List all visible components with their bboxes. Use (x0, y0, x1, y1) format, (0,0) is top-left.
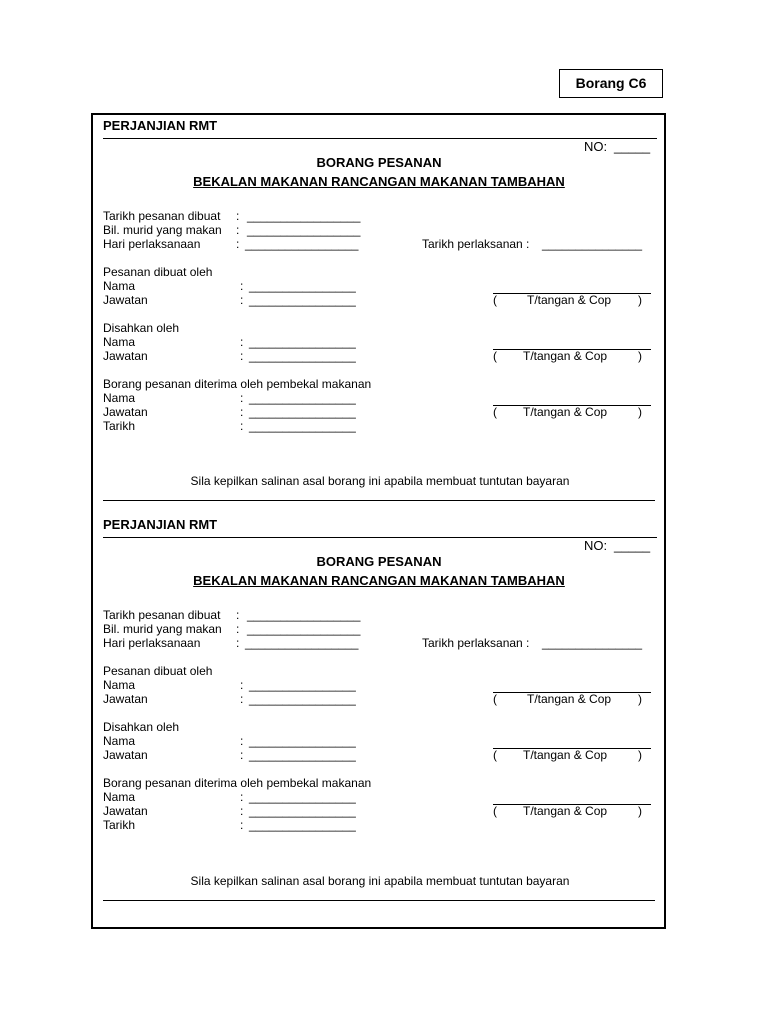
approved-heading: Disahkan oleh (103, 321, 180, 335)
date-label: Tarikh (103, 419, 136, 433)
colon: : (236, 209, 240, 223)
order-form-section-2 (0, 399, 768, 888)
no-label: NO: (584, 538, 608, 553)
colon: : (240, 405, 244, 419)
name-label: Nama (103, 335, 136, 349)
position-field[interactable]: ________________ (249, 804, 356, 818)
approved-heading: Disahkan oleh (103, 720, 180, 734)
colon: : (240, 804, 244, 818)
footer-note: Sila kepilkan salinan asal borang ini apabila membuat tuntutan bayaran (190, 474, 570, 488)
agreement-heading: PERJANJIAN RMT (103, 118, 218, 133)
signature-label: T/tangan & Cop (523, 405, 608, 419)
name-label: Nama (103, 790, 136, 804)
signature-label: T/tangan & Cop (523, 748, 608, 762)
colon: : (240, 279, 244, 293)
sig-open-paren: ( (493, 349, 497, 363)
colon: : (240, 748, 244, 762)
sig-close-paren: ) (638, 804, 642, 818)
position-field[interactable]: ________________ (249, 748, 356, 762)
order-date-field[interactable]: _________________ (247, 209, 361, 223)
colon: : (236, 636, 240, 650)
position-field[interactable]: ________________ (249, 692, 356, 706)
date-label: Tarikh (103, 818, 136, 832)
students-field[interactable]: _________________ (247, 223, 361, 237)
colon: : (240, 419, 244, 433)
form-title: BORANG PESANAN (316, 554, 442, 569)
heading-rule (103, 138, 657, 139)
signature-label: T/tangan & Cop (523, 349, 608, 363)
name-field[interactable]: ________________ (249, 279, 356, 293)
colon: : (240, 818, 244, 832)
colon: : (236, 608, 240, 622)
sig-close-paren: ) (638, 405, 642, 419)
prepared-heading: Pesanan dibuat oleh (103, 664, 213, 678)
position-label: Jawatan (103, 405, 148, 419)
sig-open-paren: ( (493, 804, 497, 818)
name-field[interactable]: ________________ (249, 335, 356, 349)
day-field[interactable]: _________________ (245, 636, 359, 650)
sig-open-paren: ( (493, 405, 497, 419)
name-label: Nama (103, 279, 136, 293)
signature-label: T/tangan & Cop (527, 692, 612, 706)
sig-close-paren: ) (638, 748, 642, 762)
sig-open-paren: ( (493, 692, 497, 706)
name-label: Nama (103, 734, 136, 748)
name-label: Nama (103, 391, 136, 405)
position-field[interactable]: ________________ (249, 349, 356, 363)
form-code: Borang C6 (575, 75, 647, 91)
day-field[interactable]: _________________ (245, 237, 359, 251)
form-subtitle: BEKALAN MAKANAN RANCANGAN MAKANAN TAMBAHAN (193, 174, 565, 189)
position-label: Jawatan (103, 748, 148, 762)
impl-date-label: Tarikh perlaksanan : (422, 636, 530, 650)
position-label: Jawatan (103, 804, 148, 818)
date-field[interactable]: ________________ (249, 419, 356, 433)
position-label: Jawatan (103, 349, 148, 363)
order-date-field[interactable]: _________________ (247, 608, 361, 622)
no-field[interactable]: _____ (614, 139, 651, 154)
colon: : (236, 237, 240, 251)
form-title: BORANG PESANAN (316, 155, 442, 170)
day-label: Hari perlaksanaan (103, 237, 201, 251)
no-label: NO: (584, 139, 608, 154)
order-date-label: Tarikh pesanan dibuat (103, 608, 221, 622)
footer-note: Sila kepilkan salinan asal borang ini apabila membuat tuntutan bayaran (190, 874, 570, 888)
position-field[interactable]: ________________ (249, 293, 356, 307)
name-field[interactable]: ________________ (249, 790, 356, 804)
cut-line (103, 900, 655, 901)
impl-date-field[interactable]: _______________ (542, 237, 643, 251)
colon: : (240, 335, 244, 349)
heading-rule (103, 537, 657, 538)
name-label: Nama (103, 678, 136, 692)
position-label: Jawatan (103, 293, 148, 307)
colon: : (240, 391, 244, 405)
sig-open-paren: ( (493, 293, 497, 307)
sig-close-paren: ) (638, 692, 642, 706)
received-heading: Borang pesanan diterima oleh pembekal makanan (103, 377, 372, 391)
position-label: Jawatan (103, 692, 148, 706)
sig-open-paren: ( (493, 748, 497, 762)
colon: : (240, 349, 244, 363)
position-field[interactable]: ________________ (249, 405, 356, 419)
colon: : (240, 692, 244, 706)
name-field[interactable]: ________________ (249, 678, 356, 692)
colon: : (240, 734, 244, 748)
signature-label: T/tangan & Cop (523, 804, 608, 818)
students-field[interactable]: _________________ (247, 622, 361, 636)
received-heading: Borang pesanan diterima oleh pembekal makanan (103, 776, 372, 790)
form-subtitle: BEKALAN MAKANAN RANCANGAN MAKANAN TAMBAHAN (193, 573, 565, 588)
colon: : (240, 293, 244, 307)
colon: : (236, 622, 240, 636)
order-form-section-1 (0, 0, 768, 488)
colon: : (236, 223, 240, 237)
name-field[interactable]: ________________ (249, 391, 356, 405)
date-field[interactable]: ________________ (249, 818, 356, 832)
agreement-heading: PERJANJIAN RMT (103, 517, 218, 532)
sig-close-paren: ) (638, 293, 642, 307)
impl-date-field[interactable]: _______________ (542, 636, 643, 650)
name-field[interactable]: ________________ (249, 734, 356, 748)
students-label: Bil. murid yang makan (103, 223, 222, 237)
impl-date-label: Tarikh perlaksanan : (422, 237, 530, 251)
prepared-heading: Pesanan dibuat oleh (103, 265, 213, 279)
order-date-label: Tarikh pesanan dibuat (103, 209, 221, 223)
signature-label: T/tangan & Cop (527, 293, 612, 307)
colon: : (240, 790, 244, 804)
sig-close-paren: ) (638, 349, 642, 363)
no-field[interactable]: _____ (614, 538, 651, 553)
day-label: Hari perlaksanaan (103, 636, 201, 650)
colon: : (240, 678, 244, 692)
students-label: Bil. murid yang makan (103, 622, 222, 636)
